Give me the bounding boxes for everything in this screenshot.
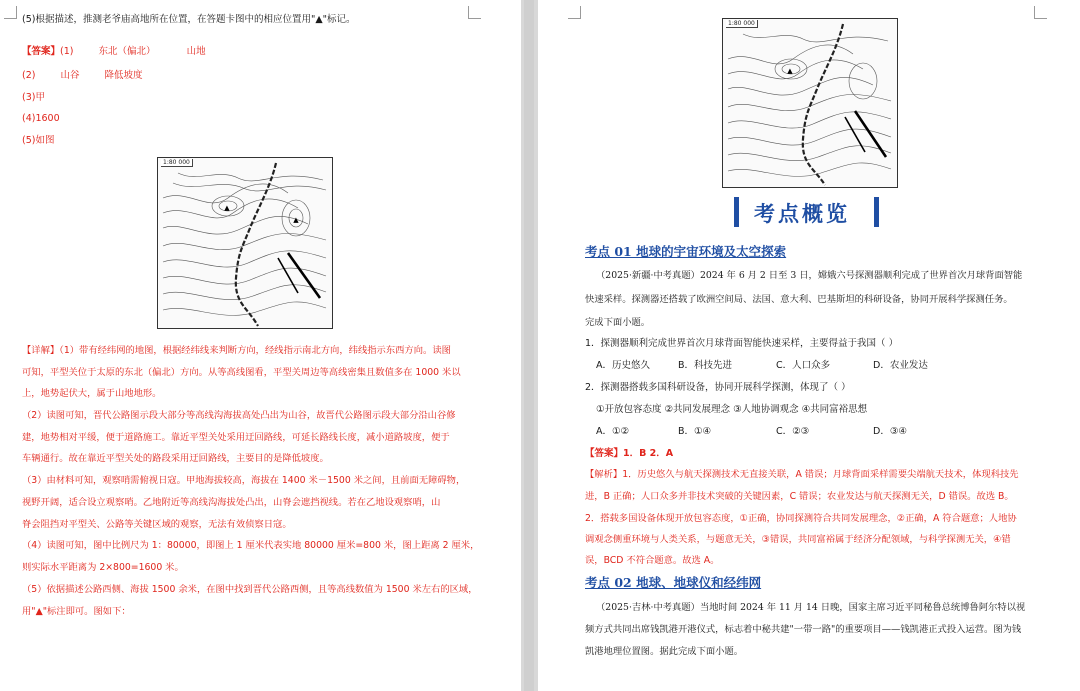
answer-b: 山地	[186, 46, 206, 57]
answer-row-2	[22, 70, 143, 82]
explanation-line: （3）由材料可知，观察哨需俯视日寇。甲地海拔较高，海拔在 1400 米－1500 米之间，且前面无障碍物，	[22, 475, 466, 486]
page-corner-mark	[568, 6, 581, 19]
option-q1: C．人口众多	[776, 360, 831, 371]
left-document-page	[0, 0, 521, 691]
banner-left-bar	[734, 197, 739, 227]
contour-lines-figure	[723, 19, 897, 187]
explanation-line: 车辆通行。故在靠近平型关处的路段采用迂回路线，主要目的是降低坡度。	[22, 453, 329, 464]
analysis-line: 误，BCD 不符合题意。故选 A。	[585, 555, 720, 566]
option-q2: D．③④	[873, 426, 907, 437]
answer-num: (1)	[60, 46, 74, 57]
question-2: 2．探测器搭载多国科研设备，协同开展科学探测，体现了（ ）	[585, 382, 851, 393]
section-1-intro-line: （2025·新疆·中考真题）2024 年 6 月 2 日至 3 日，嫦娥六号探测器顺利完成了世界首次月球背面智能	[596, 270, 1023, 281]
option-q2: B．①④	[678, 426, 712, 437]
answer-row-3: (3)甲	[22, 92, 45, 103]
section-banner	[734, 193, 884, 231]
contour-lines-figure	[158, 158, 332, 328]
explanation-line: 则实际水平距离为 2×800=1600 米。	[22, 562, 184, 573]
explanation-line: 用"▲"标注即可。图如下：	[22, 606, 131, 617]
explanation-line: 视野开阔，适合设立观察哨。乙地附近等高线沟海拔处凸出，山脊会遮挡视线。若在乙地设观察哨，山	[22, 497, 441, 508]
answer-b: 降低坡度	[104, 70, 143, 81]
page-gutter	[524, 0, 534, 691]
map-scale-label: 1:80 000	[161, 159, 193, 167]
answer-num: (2)	[22, 70, 36, 81]
section-1-intro-line: 快速采样。探测器还搭载了欧洲空间局、法国、意大利、巴基斯坦的科研设备，协同开展科学探测任务。	[585, 294, 1013, 305]
analysis-line: 2．搭载多国设备体现开放包容态度，①正确，协同探测符合共同发展理念，②正确，A 符合题意；人地协	[585, 513, 1017, 524]
explanation-line: 【详解】（1）带有经纬网的地图，根据经纬线来判断方向，经线指示南北方向，纬线指示东西方向。读图	[22, 345, 451, 356]
explanation-line: 建，地势相对平缓，便于道路施工。靠近平型关处采用迂回路线，可延长路线长度，减小道路坡度，便于	[22, 432, 450, 443]
analysis-line: 调观念侧重环境与人类关系，与题意无关，③错误，共同富裕属于经济分配领域，与科学探测无关，④错	[585, 534, 1011, 545]
question-1: 1．探测器顺利完成世界首次月球背面智能快速采样，主要得益于我国（ ）	[585, 338, 899, 349]
answer-a: 东北（偏北）	[98, 46, 156, 57]
question-2-statements: ①开放包容态度 ②共同发展理念 ③人地协调观念 ④共同富裕思想	[596, 404, 868, 415]
banner-title: 考点概览	[754, 201, 850, 226]
option-q1: D．农业发达	[873, 360, 928, 371]
explanation-line: 脊会阻挡对平型关、公路等关键区域的观察，无法有效侦察日寇。	[22, 519, 292, 530]
explanation-line: （2）读图可知，晋代公路图示段大部分等高线沟海拔高处凸出为山谷，故晋代公路图示段大部分沿山谷修	[22, 410, 456, 421]
explanation-line: 上，地势起伏大，属于山地地形。	[22, 388, 162, 399]
section-1-title-link[interactable]: 考点 01 地球的宇宙环境及太空探索	[585, 244, 787, 259]
option-q2: C．②③	[776, 426, 810, 437]
banner-right-bar	[874, 197, 879, 227]
answer-a: 山谷	[60, 70, 80, 81]
page-corner-mark	[468, 6, 481, 19]
option-q1: B．科技先进	[678, 360, 733, 371]
page-corner-mark	[1034, 6, 1047, 19]
page-corner-mark	[4, 6, 17, 19]
analysis-line: 【解析】1．历史悠久与航天探测技术无直接关联，A 错误；月球背面采样需要尖端航天技术，体现科技先	[585, 469, 1019, 480]
svg-text:▲: ▲	[787, 67, 793, 75]
option-q2: A．①②	[596, 426, 630, 437]
answer-row-5: (5)如图	[22, 135, 55, 146]
section-2-intro-line: 频方式共同出席钱凯港开港仪式，标志着中秘共建"一带一路"的重要项目——钱凯港正式投入运营。图为钱	[585, 624, 1022, 635]
explanation-line: 可知，平型关位于太原的东北（偏北）方向。从等高线图看，平型关周边等高线密集且数值多在 1000 米以	[22, 367, 461, 378]
answer-label: 【答案】	[22, 46, 61, 57]
svg-text:▲: ▲	[224, 204, 230, 212]
answer-row-1	[22, 46, 206, 58]
explanation-line: （4）读图可知，图中比例尺为 1：80000，即图上 1 厘米代表实地 80000 厘米=800 米，图上距离 2 厘米，	[22, 540, 480, 551]
analysis-line: 进，B 正确；人口众多并非技术突破的关键因素，C 错误；农业发达与航天探测无关，D 错误。故选 B。	[585, 491, 1014, 502]
option-q1: A．历史悠久	[596, 360, 650, 371]
question-5-prompt: (5)根据描述，推测老爷庙高地所在位置，在答题卡图中的相应位置用"▲"标记。	[22, 14, 356, 25]
section-2-title-link[interactable]: 考点 02 地球、地球仪和经纬网	[585, 575, 762, 590]
answer-row-4: (4)1600	[22, 113, 60, 124]
right-document-page	[538, 0, 1080, 691]
explanation-line: （5）依据描述公路西侧、海拔 1500 余米，在图中找到晋代公路西侧，且等高线数值为 1500 米左右的区域，	[22, 584, 478, 595]
topographic-map	[722, 18, 898, 188]
section-2-intro-line: （2025·吉林·中考真题）当地时间 2024 年 11 月 14 日晚，国家主席习近平同秘鲁总统博鲁阿尔特以视	[596, 602, 1026, 613]
map-scale-label: 1:80 000	[726, 20, 758, 28]
section-2-intro-line: 凯港地理位置图。据此完成下面小题。	[585, 646, 744, 657]
section-1-intro-line: 完成下面小题。	[585, 317, 651, 328]
svg-text:▲: ▲	[293, 216, 299, 224]
topographic-map	[157, 157, 333, 329]
answer-line: 【答案】1．B 2．A	[585, 448, 674, 459]
